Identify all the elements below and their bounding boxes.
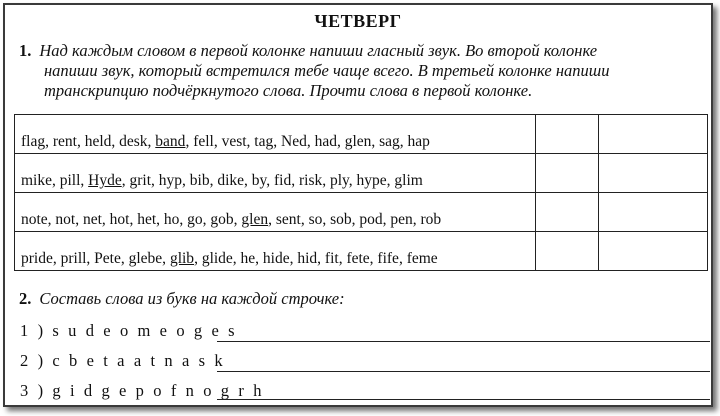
- underlined-word: glen: [241, 211, 269, 228]
- scramble-item-2: 2 ) c b e t a a t n a s k: [20, 351, 226, 370]
- task-2-number: 2.: [19, 289, 32, 308]
- word-list-text: flag, rent, held, desk,: [21, 133, 156, 150]
- frequent-sound-answer-cell[interactable]: [536, 193, 599, 232]
- word-list-text: , grit, hyp, bib, dike, by, fid, risk, ply, hype, glim: [121, 172, 423, 189]
- worksheet: [3, 3, 713, 407]
- task-1-instruction-line-3: транскрипцию подчёркнутого слова. Прочти слова в первой колонке.: [44, 81, 533, 100]
- transcription-answer-cell[interactable]: [599, 232, 708, 271]
- frequent-sound-answer-cell[interactable]: [536, 232, 599, 271]
- underlined-word: glib: [169, 250, 195, 267]
- underlined-word: Hyde: [88, 172, 122, 189]
- word-list-text: , sent, so, sob, pod, pen, rob: [268, 211, 442, 228]
- word-list-cell: [15, 232, 536, 271]
- frequent-sound-answer-cell[interactable]: [536, 115, 599, 154]
- word-list-cell: [15, 115, 536, 154]
- scramble-item-1: 1 ) s u d e o m e o g e s: [20, 321, 238, 340]
- task-1-instruction-line-1: Над каждым словом в первой колонке напиши гласный звук. Во второй колонке: [39, 41, 598, 60]
- scramble-item-3: 3 ) g i d g e p o f n o g r h: [20, 381, 265, 400]
- answer-line-2[interactable]: [217, 371, 710, 372]
- frequent-sound-answer-cell[interactable]: [536, 154, 599, 193]
- task-2-instruction-text: Составь слова из букв на каждой строчке:: [39, 289, 345, 308]
- table-row: [15, 115, 708, 154]
- transcription-answer-cell[interactable]: [599, 154, 708, 193]
- word-list-cell: [15, 154, 536, 193]
- table-row: [15, 232, 708, 271]
- page-title: ЧЕТВЕРГ: [314, 11, 402, 31]
- task-1-number: 1.: [19, 41, 32, 60]
- word-list-text: pride, prill, Pete, glebe,: [21, 250, 170, 267]
- task-1-instruction-line-2: напиши звук, который встретился тебе чаще всего. В третьей колонке напиши: [44, 61, 610, 80]
- table-row: [15, 193, 708, 232]
- transcription-answer-cell[interactable]: [599, 193, 708, 232]
- underlined-word: band: [155, 133, 186, 150]
- table-row: [15, 154, 708, 193]
- transcription-answer-cell[interactable]: [599, 115, 708, 154]
- word-list-text: mike, pill,: [21, 172, 89, 189]
- task-1-instruction: [19, 41, 699, 101]
- word-list-text: , glide, he, hide, hid, fit, fete, fife, feme: [194, 250, 438, 267]
- answer-line-3[interactable]: [217, 399, 710, 400]
- word-list-text: note, not, net, hot, het, ho, go, gob,: [21, 211, 242, 228]
- words-table: [14, 114, 708, 271]
- task-2-instruction: [19, 289, 345, 309]
- word-list-text: , fell, vest, tag, Ned, had, glen, sag, hap: [185, 133, 430, 150]
- word-list-cell: [15, 193, 536, 232]
- answer-line-1[interactable]: [217, 341, 710, 342]
